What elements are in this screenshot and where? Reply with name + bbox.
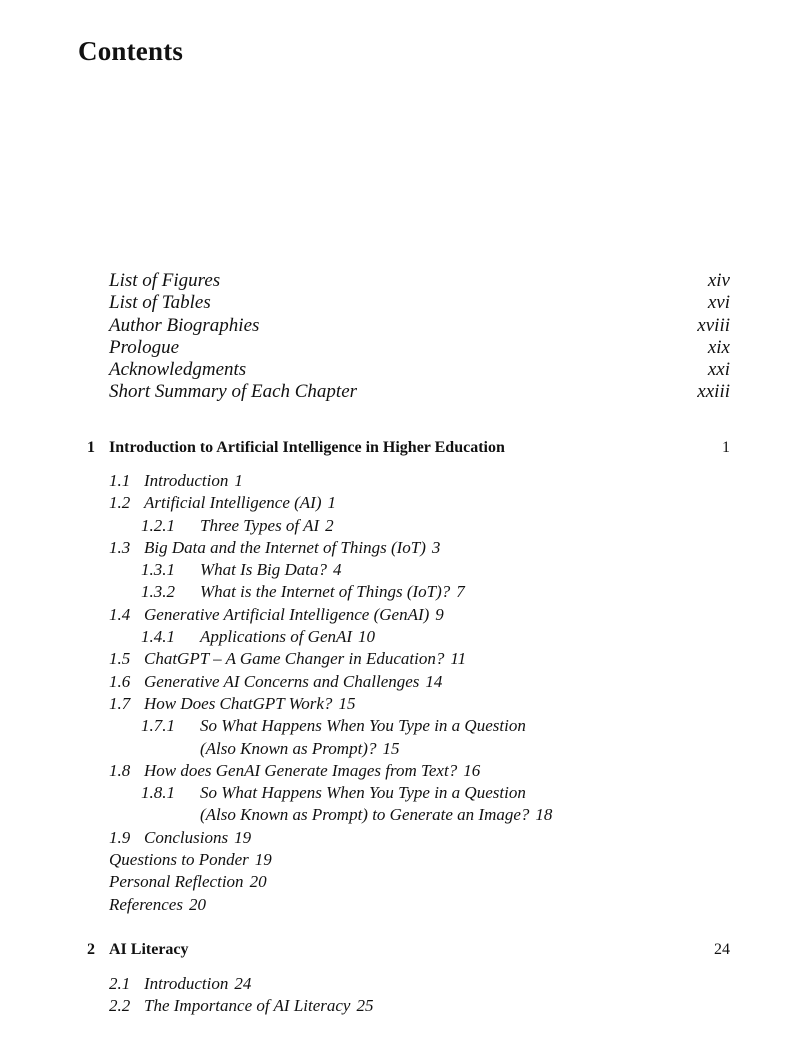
section-page: 1 (234, 471, 243, 490)
front-matter-item-prologue[interactable] (109, 337, 730, 359)
front-matter-page: xiv (707, 270, 730, 291)
chapter-number: 2 (87, 941, 95, 958)
chapter-heading-2[interactable] (87, 939, 730, 961)
section-title: Personal Reflection (109, 872, 244, 892)
section-title: The Importance of AI Literacy (144, 996, 351, 1016)
chapter-page: 24 (714, 941, 730, 958)
section-number: 1.9 (109, 827, 131, 847)
front-matter-label: List of Figures (109, 270, 221, 291)
section-page: 15 (338, 693, 356, 713)
chapter-title: AI Literacy (109, 941, 189, 958)
chapter-title: Introduction to Artificial Intelligence in Higher Education (109, 439, 505, 456)
toc-entry[interactable] (109, 849, 730, 871)
section-title: Three Types of AI (200, 515, 320, 535)
section-title: Introduction (144, 471, 229, 490)
section-title-continuation (141, 738, 730, 760)
section-page: 20 (188, 894, 206, 914)
front-matter-item-author-biographies[interactable] (109, 315, 730, 337)
section-number: 1.4 (109, 604, 131, 624)
front-matter-page: xix (707, 336, 730, 358)
front-matter-page: xxiii (697, 381, 730, 403)
toc-entry[interactable] (109, 515, 730, 537)
toc-entry[interactable] (109, 581, 730, 603)
chapter-number: 1 (87, 439, 95, 456)
toc-entry[interactable] (109, 671, 730, 693)
toc-entry[interactable] (109, 470, 730, 492)
section-title: Questions to Ponder (109, 850, 249, 870)
section-page: 19 (254, 850, 272, 870)
chapter-2-entries (109, 973, 730, 1018)
section-page: 3 (431, 537, 441, 557)
toc-entry[interactable] (109, 760, 730, 782)
section-number: 1.4.1 (141, 627, 175, 647)
section-number: 1.8 (109, 760, 131, 780)
section-page: 7 (456, 582, 465, 602)
section-title-continuation-text: (Also Known as Prompt) to Generate an Image? (200, 805, 530, 825)
section-number: 1.3.1 (141, 560, 175, 580)
section-title: Introduction (144, 974, 229, 993)
section-page: 10 (358, 627, 376, 647)
front-matter-item-acknowledgments[interactable] (109, 359, 730, 381)
front-matter-item-list-of-tables[interactable] (109, 292, 730, 314)
toc-entry[interactable] (109, 604, 730, 626)
toc-entry[interactable] (109, 537, 730, 559)
section-title-continuation-text: (Also Known as Prompt)? (200, 738, 377, 758)
toc-entry[interactable] (109, 715, 730, 760)
section-title: Conclusions (144, 827, 229, 847)
front-matter-label: Prologue (109, 336, 180, 358)
page-title: Contents (78, 36, 184, 66)
section-title: Big Data and the Internet of Things (IoT) (144, 537, 426, 557)
section-title: Generative AI Concerns and Challenges (144, 671, 420, 691)
chapter-1-entries (109, 470, 730, 916)
front-matter-page: xxi (707, 359, 730, 381)
section-page: 1 (327, 493, 336, 513)
section-page: 14 (425, 671, 443, 691)
section-title: How does GenAI Generate Images from Text? (144, 760, 458, 780)
section-title: Applications of GenAI (200, 627, 353, 647)
front-matter-page: xvi (707, 292, 730, 314)
section-title: What is the Internet of Things (IoT)? (200, 582, 451, 602)
section-number: 1.6 (109, 671, 131, 691)
front-matter-page: xviii (697, 314, 730, 336)
section-number: 1.7.1 (141, 716, 175, 736)
toc-entry[interactable] (109, 973, 730, 995)
front-matter-item-short-summary[interactable] (109, 381, 730, 403)
toc-entry[interactable] (109, 693, 730, 715)
section-page: 25 (356, 996, 374, 1016)
section-number: 1.1 (109, 471, 131, 490)
toc-entry[interactable] (109, 871, 730, 893)
section-title: So What Happens When You Type in a Question (200, 716, 526, 736)
section-number: 1.5 (109, 649, 131, 669)
toc-entry[interactable] (109, 559, 730, 581)
section-page: 11 (450, 649, 467, 669)
section-title: ChatGPT – A Game Changer in Education? (144, 649, 445, 669)
toc-entry[interactable] (109, 782, 730, 827)
section-page: 15 (382, 738, 400, 758)
section-title: How Does ChatGPT Work? (144, 693, 333, 713)
front-matter-label: List of Tables (109, 292, 211, 314)
section-page: 20 (249, 872, 267, 892)
section-number: 2.1 (109, 974, 131, 993)
section-number: 1.8.1 (141, 783, 175, 803)
section-page: 16 (463, 760, 481, 780)
section-page: 9 (435, 604, 444, 624)
toc-entry[interactable] (109, 995, 730, 1017)
section-title: Generative Artificial Intelligence (GenAI) (144, 604, 430, 624)
front-matter-label: Short Summary of Each Chapter (109, 381, 358, 403)
section-number: 1.2.1 (141, 515, 175, 535)
section-number: 1.7 (109, 693, 131, 713)
front-matter-label: Acknowledgments (109, 359, 247, 381)
section-number: 1.3 (109, 537, 131, 557)
section-title: Artificial Intelligence (AI) (144, 493, 322, 513)
section-title: What Is Big Data? (200, 560, 328, 580)
toc-entry[interactable] (109, 492, 730, 514)
section-title: So What Happens When You Type in a Question (200, 783, 526, 803)
section-number: 1.3.2 (141, 582, 175, 602)
section-page: 24 (234, 974, 252, 993)
section-number: 2.2 (109, 996, 131, 1016)
front-matter-list (109, 270, 730, 404)
section-page: 2 (325, 515, 334, 535)
section-title: References (109, 894, 183, 914)
toc-entry[interactable] (109, 827, 730, 849)
front-matter-label: Author Biographies (109, 314, 260, 336)
section-page: 4 (333, 560, 342, 580)
section-title-continuation (141, 804, 730, 826)
toc-entry[interactable] (109, 648, 730, 670)
section-page: 19 (234, 827, 252, 847)
toc-entry[interactable] (109, 894, 730, 916)
section-page: 18 (535, 805, 553, 825)
chapter-page: 1 (722, 439, 730, 456)
toc-entry[interactable] (109, 626, 730, 648)
front-matter-item-list-of-figures[interactable] (109, 270, 730, 292)
section-number: 1.2 (109, 493, 131, 513)
chapter-heading-1[interactable] (87, 437, 730, 459)
